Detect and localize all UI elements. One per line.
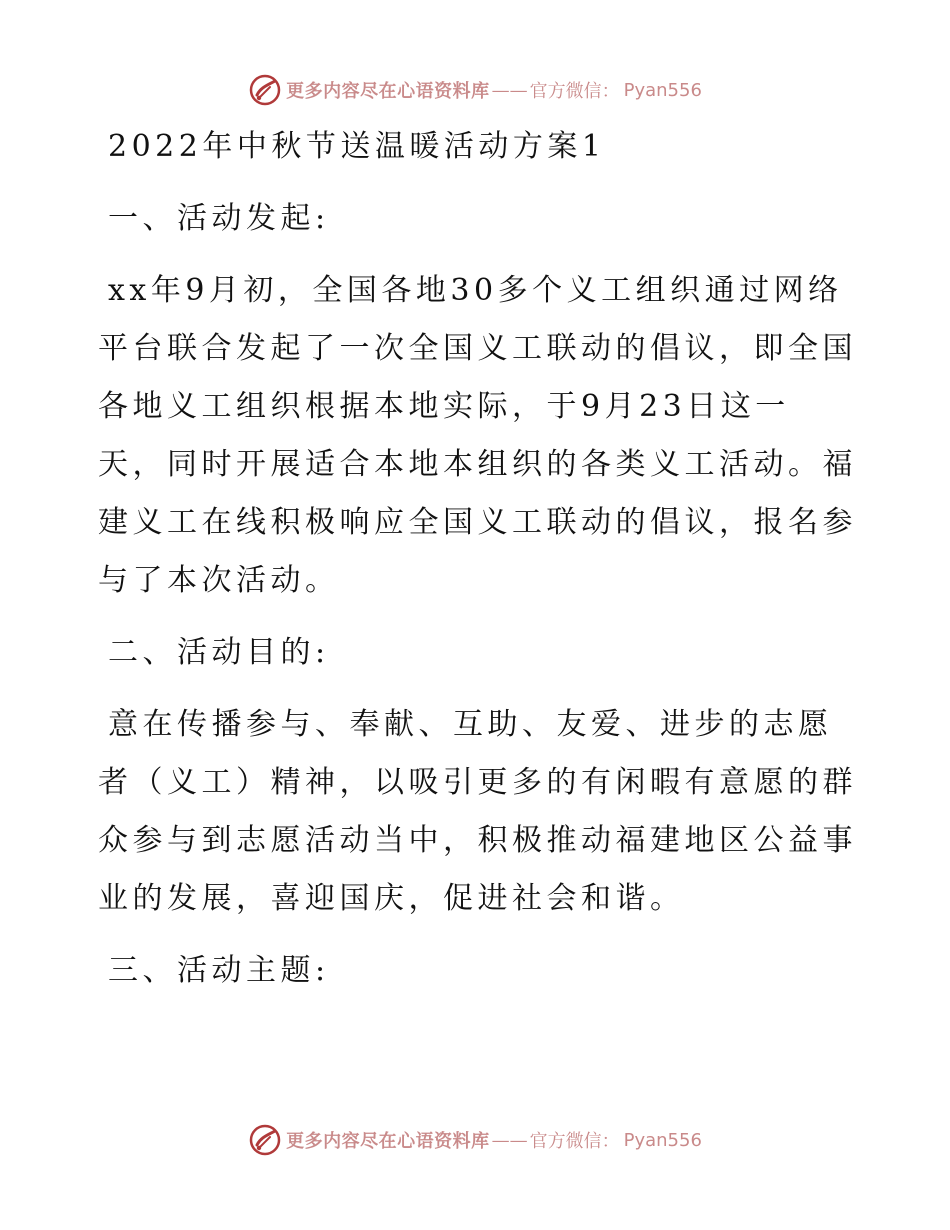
paragraph-line: 各地义工组织根据本地实际，于9月23日这一 <box>98 389 790 424</box>
banner-main-text: 更多内容尽在心语资料库 <box>286 81 490 102</box>
banner-separator: —— <box>491 1129 528 1151</box>
banner-separator: —— <box>491 79 528 101</box>
paragraph-line: xx年9月初，全国各地30多个义工组织通过网络 <box>108 273 843 308</box>
document-body <box>98 118 858 1000</box>
banner-main-text: 更多内容尽在心语资料库 <box>286 1131 490 1152</box>
paragraph-line: 与了本次活动。 <box>98 563 340 598</box>
paragraph-line: 业的发展，喜迎国庆，促进社会和谐。 <box>98 881 685 916</box>
footer-watermark-banner <box>0 1120 950 1160</box>
paragraph-line: 建义工在线积极响应全国义工联动的倡议，报名参 <box>98 505 857 540</box>
paragraph-line: 众参与到志愿活动当中，积极推动福建地区公益事 <box>98 823 857 858</box>
paragraph-line: 平台联合发起了一次全国义工联动的倡议，即全国 <box>98 331 857 366</box>
section-1-heading: 一、活动发起: <box>108 201 330 236</box>
logo-icon <box>248 1123 282 1157</box>
paragraph-line: 天，同时开展适合本地本组织的各类义工活动。福 <box>98 447 857 482</box>
paragraph-line: 意在传播参与、奉献、互助、友爱、进步的志愿 <box>108 707 833 742</box>
section-2-heading: 二、活动目的: <box>108 635 330 670</box>
paragraph-line: 者（义工）精神，以吸引更多的有闲暇有意愿的群 <box>98 765 857 800</box>
banner-wechat-label: 官方微信： <box>529 1131 620 1152</box>
banner-wechat-id: Pyan556 <box>623 1129 702 1151</box>
banner-wechat-label: 官方微信： <box>529 81 620 102</box>
document-title: 2022年中秋节送温暖活动方案1 <box>108 129 606 164</box>
section-3-heading: 三、活动主题: <box>108 953 330 988</box>
banner-wechat-id: Pyan556 <box>623 79 702 101</box>
header-watermark-banner <box>0 70 950 110</box>
logo-icon <box>248 73 282 107</box>
